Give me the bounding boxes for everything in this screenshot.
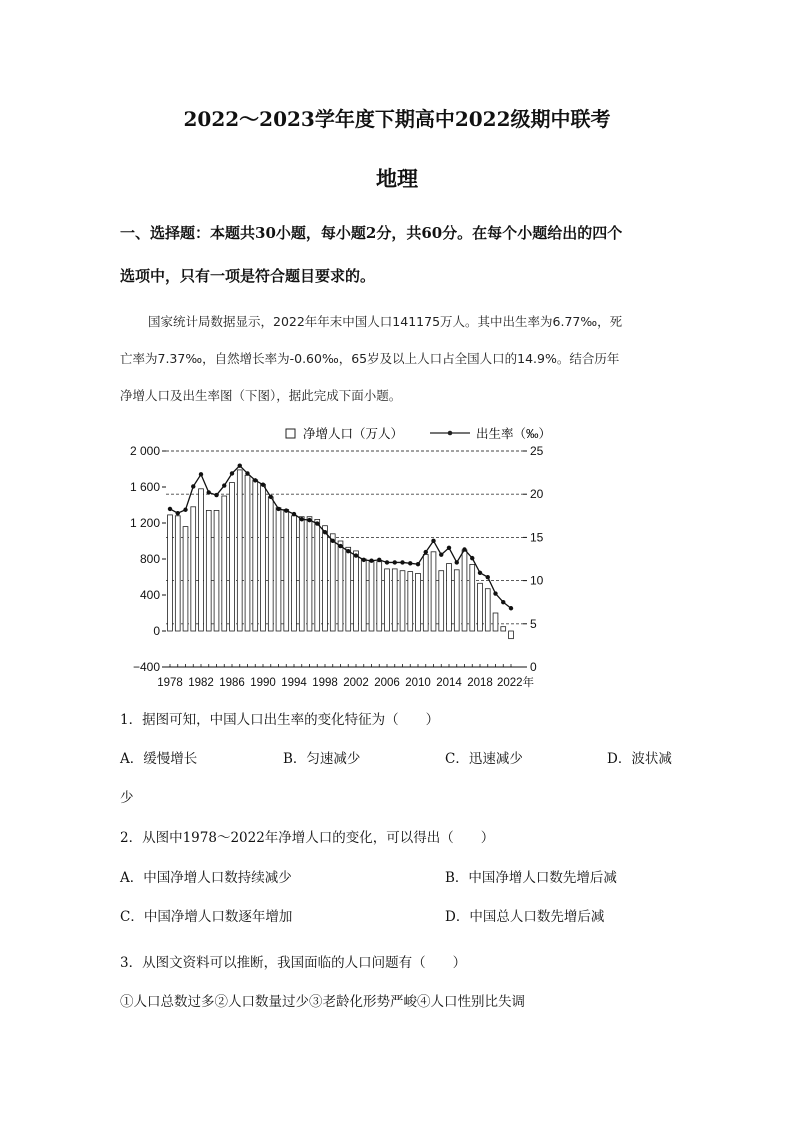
x-axis-tick-label-1994: 1994 (281, 677, 307, 689)
bar-net-increase-1992 (276, 508, 281, 631)
bar-net-increase-2014 (447, 564, 452, 632)
chart-legend (286, 426, 551, 441)
birth-rate-point-1984 (214, 493, 218, 497)
bar-net-increase-1987 (237, 470, 242, 631)
birth-rate-point-1987 (238, 463, 242, 467)
x-axis-tick-label-2006: 2006 (374, 677, 400, 689)
birth-rate-point-1995 (300, 517, 304, 521)
population-chart (118, 420, 568, 695)
birth-rate-point-2015 (455, 560, 459, 564)
birth-rate-point-2013 (439, 552, 443, 556)
bar-net-increase-2007 (392, 569, 397, 631)
bar-net-increase-2016 (462, 550, 467, 631)
question-3-stem: 3．从图文资料可以推断，我国面临的人口问题有（ ） (120, 955, 467, 971)
birth-rate-point-2018 (478, 571, 482, 575)
bar-net-increase-2011 (423, 555, 428, 632)
birth-rate-point-1985 (222, 483, 226, 487)
birth-rate-point-1982 (199, 472, 203, 476)
x-axis-tick-label-2014: 2014 (436, 677, 462, 689)
bar-net-increase-1980 (183, 527, 188, 631)
q1-option-d[interactable]: D．波状减 (607, 751, 672, 767)
bar-net-increase-2002 (354, 551, 359, 631)
birth-rate-point-2016 (462, 547, 466, 551)
section-heading-line2: 选项中，只有一项是符合题目要求的。 (120, 267, 376, 285)
birth-rate-point-1983 (207, 490, 211, 494)
bar-net-increase-2000 (338, 541, 343, 631)
material-line1: 国家统计局数据显示，2022年年末中国人口141175万人。其中出生率为6.77‰，死 (148, 314, 623, 329)
bar-net-increase-2022 (509, 631, 514, 639)
birth-rate-point-2010 (416, 562, 420, 566)
birth-rate-point-1996 (307, 518, 311, 522)
q2-option-c[interactable]: C．中国净增人口数逐年增加 (120, 909, 293, 925)
birth-rate-point-2011 (424, 550, 428, 554)
birth-rate-point-1999 (331, 539, 335, 543)
x-axis-tick-label-1978: 1978 (157, 677, 183, 689)
bar-net-increase-1981 (191, 507, 196, 631)
x-axis-tick-label-2002: 2002 (343, 677, 369, 689)
q1-option-d-wrap: 少 (120, 790, 134, 806)
x-axis-tick-label-2010: 2010 (405, 677, 431, 689)
q2-option-b[interactable]: B．中国净增人口数先增后减 (445, 870, 617, 886)
bar-net-increase-2004 (369, 561, 374, 631)
subject-title: 地理 (376, 166, 418, 191)
bar-net-increase-1996 (307, 517, 312, 631)
left-axis-tick-label: 800 (139, 552, 160, 566)
right-axis-tick-label: 20 (530, 487, 544, 502)
right-axis-tick-label: 15 (530, 530, 544, 545)
birth-rate-point-2002 (354, 553, 358, 557)
bar-net-increase-1994 (292, 516, 297, 631)
birth-rate-point-2019 (486, 575, 490, 579)
birth-rate-point-2012 (431, 539, 435, 543)
bar-net-increase-2013 (439, 571, 444, 631)
birth-rate-point-2005 (377, 558, 381, 562)
birth-rate-point-1991 (269, 495, 273, 499)
q1-option-a[interactable]: A．缓慢增长 (120, 751, 198, 767)
bar-net-increase-2008 (400, 571, 405, 631)
birth-rate-point-1990 (261, 482, 265, 486)
bar-net-increase-1989 (253, 480, 258, 631)
q2-option-a[interactable]: A．中国净增人口数持续减少 (120, 870, 292, 886)
section-heading-line1: 一、选择题：本题共30小题，每小题2分，共60分。在每个小题给出的四个 (120, 224, 623, 242)
birth-rate-point-2004 (369, 559, 373, 563)
birth-rate-point-1981 (191, 484, 195, 488)
bar-net-increase-2005 (377, 562, 382, 631)
x-axis-tick-label-1986: 1986 (219, 677, 245, 689)
bar-net-increase-1978 (168, 515, 173, 631)
q1-option-b[interactable]: B．匀速减少 (283, 751, 361, 767)
birth-rate-point-1986 (230, 471, 234, 475)
question-1-stem: 1．据图可知，中国人口出生率的变化特征为（ ） (120, 712, 440, 728)
birth-rate-point-2007 (393, 560, 397, 564)
x-axis-tick-label-1990: 1990 (250, 677, 276, 689)
bar-net-increase-2010 (416, 573, 421, 631)
right-axis-tick-label: 0 (530, 660, 537, 674)
left-axis-tick-label: 2 000 (129, 444, 160, 458)
x-axis-tick-label-1998: 1998 (312, 677, 338, 689)
bar-net-increase-2012 (431, 552, 436, 631)
birth-rate-point-2021 (501, 600, 505, 604)
bar-net-increase-2003 (361, 559, 366, 631)
x-axis-tick-label-2022: 2022年 (497, 677, 535, 689)
birth-rate-point-1994 (292, 512, 296, 516)
birth-rate-point-2022 (509, 606, 513, 610)
q3-statement-items: ①人口总数过多②人口数量过少③老龄化形势严峻④人口性别比失调 (120, 994, 525, 1010)
birth-rate-point-2009 (408, 561, 412, 565)
bar-net-increase-2020 (493, 613, 498, 631)
birth-rate-point-1979 (176, 511, 180, 515)
x-axis-tick-label-1982: 1982 (188, 677, 214, 689)
bar-net-increase-2021 (501, 627, 506, 631)
bar-net-increase-2019 (485, 589, 490, 631)
material-line3: 净增人口及出生率图（下图），据此完成下面小题。 (120, 388, 402, 403)
birth-rate-point-2017 (470, 556, 474, 560)
bar-net-increase-2017 (470, 564, 475, 631)
right-axis-tick-label: 5 (530, 616, 537, 631)
birth-rate-point-1978 (168, 507, 172, 511)
bar-net-increase-1995 (299, 517, 304, 631)
birth-rate-point-1989 (253, 478, 257, 482)
birth-rate-point-1993 (284, 508, 288, 512)
left-axis-tick-label: 0 (153, 624, 160, 638)
left-axis-tick-label: 1 200 (129, 516, 160, 530)
bar-net-increase-2001 (346, 547, 351, 631)
bar-net-increase-2018 (478, 583, 483, 631)
legend-line-label: 出生率（‰） (476, 427, 552, 441)
bar-net-increase-2015 (454, 570, 459, 631)
bar-net-increase-1985 (222, 496, 227, 631)
bar-net-increase-1993 (284, 510, 289, 632)
bar-net-increase-1979 (175, 516, 180, 631)
right-axis-tick-label: 25 (530, 444, 544, 458)
bar-net-increase-1988 (245, 475, 250, 631)
bar-net-increase-2009 (408, 572, 413, 631)
birth-rate-point-2001 (346, 549, 350, 553)
q1-option-c[interactable]: C．迅速减少 (445, 751, 523, 767)
left-axis-tick-label: −400 (132, 660, 160, 674)
birth-rate-point-1980 (183, 508, 187, 512)
exam-title: 2022～2023学年度下期高中2022级期中联考 (183, 107, 611, 131)
bar-net-increase-1999 (330, 534, 335, 631)
bar-net-increase-1983 (206, 510, 211, 631)
birth-rate-point-2020 (493, 591, 497, 595)
bar-net-increase-1986 (230, 483, 235, 632)
birth-rate-point-1992 (276, 507, 280, 511)
bar-net-increase-1998 (323, 526, 328, 631)
birth-rate-point-2014 (447, 546, 451, 550)
birth-rate-point-2006 (385, 560, 389, 564)
right-axis-tick-label: 10 (530, 573, 544, 588)
x-axis-tick-label-2018: 2018 (467, 677, 493, 689)
bar-net-increase-1984 (214, 510, 219, 631)
bar-net-increase-1990 (261, 484, 266, 631)
legend-bar-swatch (286, 429, 295, 438)
material-line2: 亡率为7.37‰，自然增长率为-0.60‰，65岁及以上人口占全国人口的14.9%。结合历年 (120, 351, 620, 366)
bar-net-increase-1997 (315, 519, 320, 631)
birth-rate-point-1997 (315, 521, 319, 525)
birth-rate-point-2008 (400, 560, 404, 564)
bar-net-increase-1982 (199, 489, 204, 631)
q2-option-d[interactable]: D．中国总人口数先增后减 (445, 909, 605, 925)
legend-line-marker (448, 431, 453, 436)
bar-net-increase-1991 (268, 497, 273, 631)
legend-bar-label: 净增人口（万人） (303, 427, 404, 441)
left-axis-tick-label: 400 (139, 588, 160, 602)
birth-rate-point-2000 (338, 544, 342, 548)
bar-net-increase-2006 (385, 569, 390, 631)
left-axis-tick-label: 1 600 (129, 480, 160, 494)
question-2-stem: 2．从图中1978～2022年净增人口的变化，可以得出（ ） (120, 830, 495, 846)
birth-rate-point-1988 (245, 471, 249, 475)
birth-rate-point-1998 (323, 530, 327, 534)
birth-rate-point-2003 (362, 558, 366, 562)
